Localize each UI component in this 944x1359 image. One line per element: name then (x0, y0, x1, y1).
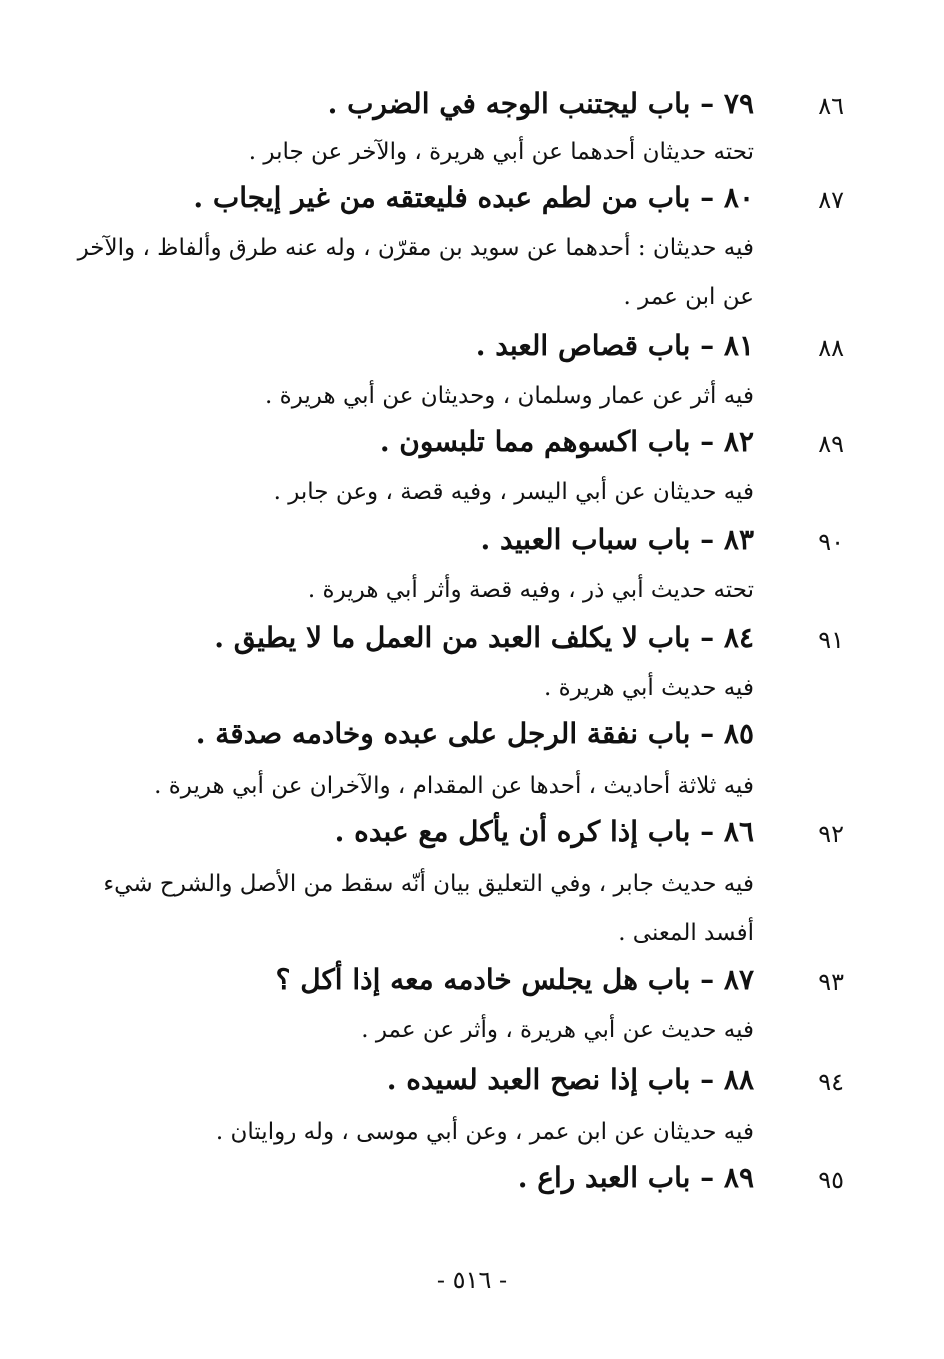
chapter-title: ٨٨ – باب إذا نصح العبد لسيده . (386, 1063, 754, 1096)
chapter-title: ٨٧ – باب هل يجلس خادمه معه إذا أكل ؟ (275, 963, 754, 996)
entry-heading (0, 1058, 944, 1106)
chapter-title: ٨٩ – باب العبد راع . (517, 1161, 754, 1194)
chapter-description: فيه حديثان : أحدهما عن سويد بن مقرّن ، وله عنه طرق وألفاظ ، والآخر عن ابن عمر . (77, 235, 754, 310)
chapter-title: ٨٤ – باب لا يكلف العبد من العمل ما لا يطيق . (214, 621, 754, 654)
chapter-description: تحته حديثان أحدهما عن أبي هريرة ، والآخر عن جابر . (248, 139, 754, 165)
chapter-description: فيه حديثان عن أبي اليسر ، وفيه قصة ، وعن جابر . (273, 479, 754, 505)
page-ref: ٨٨ (818, 334, 844, 362)
chapter-description: فيه حديثان عن ابن عمر ، وعن أبي موسى ، وله روايتان . (215, 1119, 754, 1145)
page-number: - ٥١٦ - (436, 1266, 508, 1294)
entry-heading (0, 324, 944, 372)
chapter-description: فيه أثر عن عمار وسلمان ، وحديثان عن أبي هريرة . (265, 383, 754, 409)
page-ref: ٩٤ (818, 1068, 844, 1096)
chapter-title: ٨١ – باب قصاص العبد . (475, 329, 754, 362)
chapter-description: فيه حديث عن أبي هريرة ، وأثر عن عمر . (361, 1017, 754, 1043)
page-ref: ٨٩ (818, 430, 844, 458)
chapter-description: فيه حديث جابر ، وفي التعليق بيان أنّه سقط من الأصل والشرح شيء أفسد المعنى . (103, 871, 754, 946)
chapter-title: ٨٣ – باب سباب العبيد . (480, 523, 754, 556)
chapter-description: فيه ثلاثة أحاديث ، أحدها عن المقدام ، والآخران عن أبي هريرة . (154, 773, 754, 799)
entry-heading (0, 810, 944, 858)
entry-heading (0, 176, 944, 224)
entry-heading (0, 616, 944, 664)
page-ref: ٨٦ (818, 92, 844, 120)
page-ref: ٩١ (818, 626, 844, 654)
chapter-title: ٧٩ – باب ليجتنب الوجه في الضرب . (327, 87, 754, 120)
entry-heading (0, 82, 944, 130)
chapter-description: تحته حديث أبي ذر ، وفيه قصة وأثر أبي هريرة . (307, 577, 754, 603)
entry-heading (0, 712, 944, 760)
entry-heading (0, 518, 944, 566)
chapter-title: ٨٦ – باب إذا كره أن يأكل مع عبده . (334, 815, 754, 848)
entry-heading (0, 420, 944, 468)
page-ref: ٩٢ (818, 820, 844, 848)
page-ref: ٨٧ (818, 186, 844, 214)
chapter-title: ٨٢ – باب اكسوهم مما تلبسون . (379, 425, 754, 458)
page-ref: ٩٥ (818, 1166, 844, 1194)
chapter-description: فيه حديث أبي هريرة . (543, 675, 754, 701)
chapter-title: ٨٠ – باب من لطم عبده فليعتقه من غير إيجاب . (193, 181, 754, 214)
entry-heading (0, 958, 944, 1006)
chapter-title: ٨٥ – باب نفقة الرجل على عبده وخادمه صدقة . (195, 717, 754, 750)
page-ref: ٩٠ (818, 528, 844, 556)
entry-heading (0, 1156, 944, 1204)
page-ref: ٩٣ (818, 968, 844, 996)
